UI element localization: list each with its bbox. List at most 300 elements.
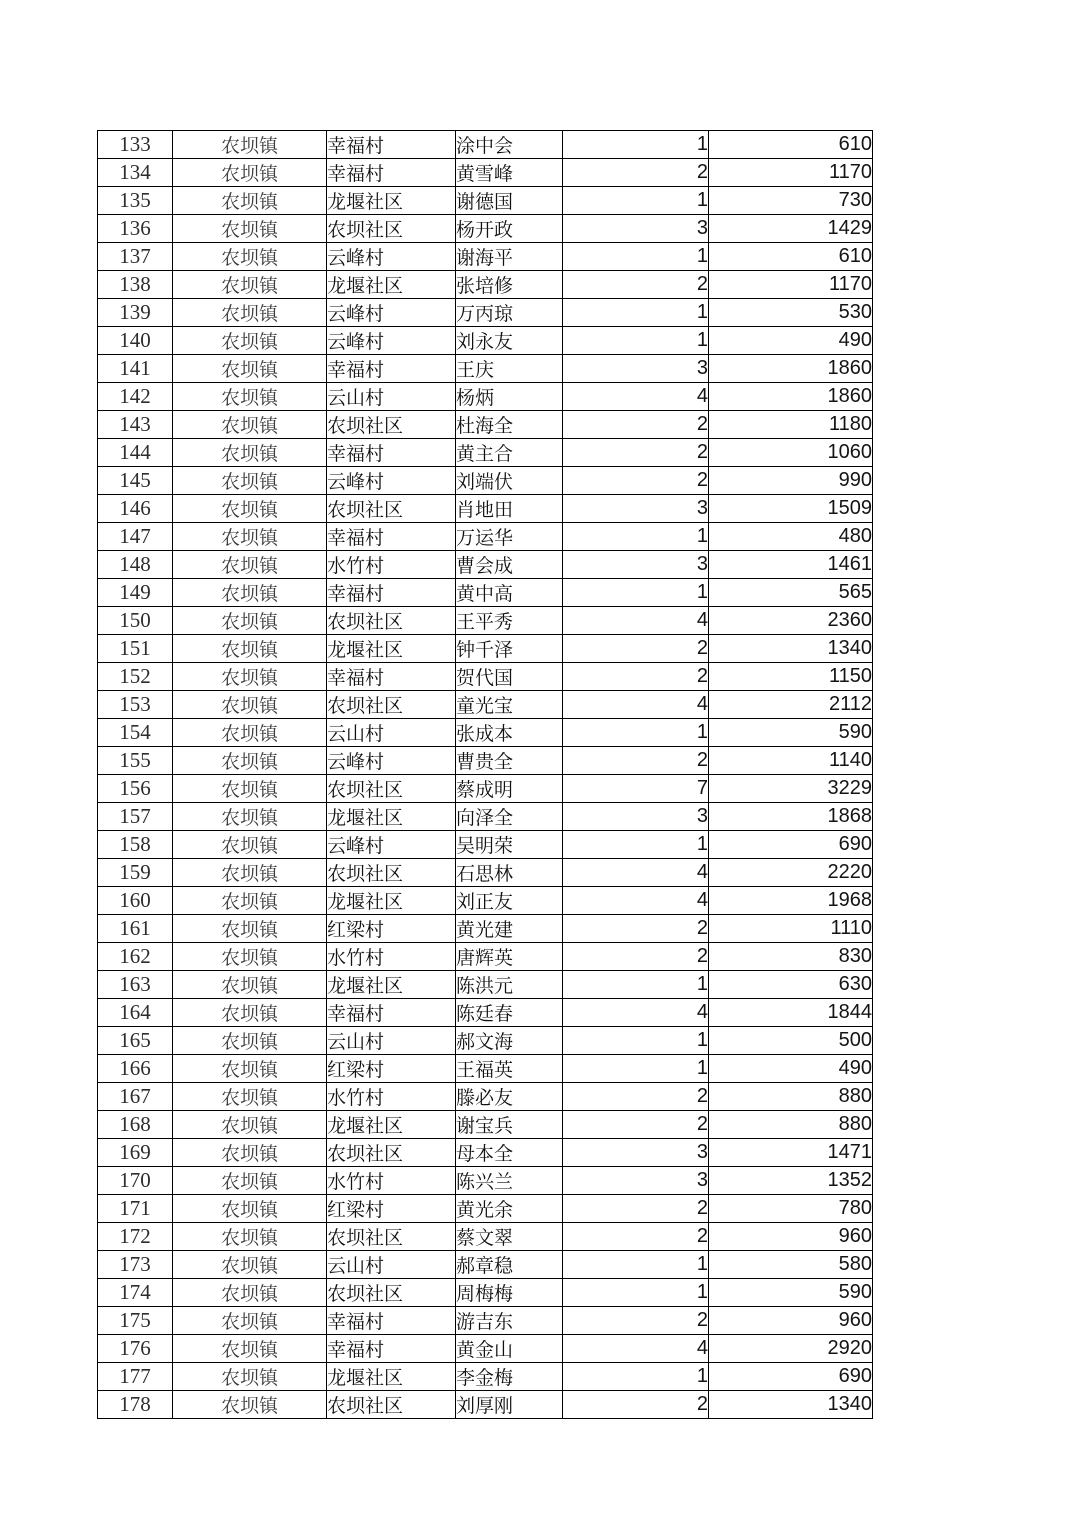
cell-person-name: 曹贵全 — [456, 747, 563, 775]
cell-town: 农坝镇 — [173, 1391, 327, 1419]
cell-village: 龙堰社区 — [327, 803, 456, 831]
table-row — [98, 215, 873, 243]
cell-village: 云山村 — [327, 1027, 456, 1055]
cell-person-name: 肖地田 — [456, 495, 563, 523]
cell-amount: 3229 — [709, 775, 873, 803]
cell-count: 1 — [563, 187, 709, 215]
cell-town: 农坝镇 — [173, 1307, 327, 1335]
cell-village: 红梁村 — [327, 1195, 456, 1223]
cell-count: 3 — [563, 551, 709, 579]
cell-amount: 490 — [709, 327, 873, 355]
cell-row-index: 137 — [98, 243, 173, 271]
table-row — [98, 775, 873, 803]
cell-count: 4 — [563, 1335, 709, 1363]
table-row — [98, 243, 873, 271]
cell-count: 2 — [563, 1083, 709, 1111]
cell-amount: 730 — [709, 187, 873, 215]
cell-amount: 880 — [709, 1083, 873, 1111]
cell-village: 农坝社区 — [327, 411, 456, 439]
cell-town: 农坝镇 — [173, 523, 327, 551]
table-body — [98, 131, 873, 1419]
cell-village: 水竹村 — [327, 551, 456, 579]
table-row — [98, 1335, 873, 1363]
cell-amount: 830 — [709, 943, 873, 971]
cell-person-name: 张培修 — [456, 271, 563, 299]
table-row — [98, 1251, 873, 1279]
cell-person-name: 刘端伏 — [456, 467, 563, 495]
cell-village: 幸福村 — [327, 159, 456, 187]
cell-village: 云山村 — [327, 1251, 456, 1279]
cell-person-name: 游吉东 — [456, 1307, 563, 1335]
cell-count: 1 — [563, 327, 709, 355]
cell-town: 农坝镇 — [173, 579, 327, 607]
cell-town: 农坝镇 — [173, 1167, 327, 1195]
cell-village: 幸福村 — [327, 999, 456, 1027]
cell-village: 农坝社区 — [327, 495, 456, 523]
cell-person-name: 陈廷春 — [456, 999, 563, 1027]
cell-row-index: 151 — [98, 635, 173, 663]
cell-amount: 1352 — [709, 1167, 873, 1195]
cell-village: 云峰村 — [327, 327, 456, 355]
cell-village: 农坝社区 — [327, 1139, 456, 1167]
cell-person-name: 蔡文翠 — [456, 1223, 563, 1251]
cell-person-name: 贺代国 — [456, 663, 563, 691]
table-row — [98, 187, 873, 215]
cell-row-index: 158 — [98, 831, 173, 859]
cell-amount: 565 — [709, 579, 873, 607]
cell-person-name: 万丙琼 — [456, 299, 563, 327]
cell-amount: 530 — [709, 299, 873, 327]
cell-person-name: 母本全 — [456, 1139, 563, 1167]
table-row — [98, 383, 873, 411]
table-row — [98, 887, 873, 915]
cell-town: 农坝镇 — [173, 411, 327, 439]
cell-village: 云山村 — [327, 383, 456, 411]
cell-amount: 1844 — [709, 999, 873, 1027]
cell-town: 农坝镇 — [173, 943, 327, 971]
cell-count: 3 — [563, 803, 709, 831]
cell-count: 2 — [563, 411, 709, 439]
cell-row-index: 163 — [98, 971, 173, 999]
cell-village: 农坝社区 — [327, 1391, 456, 1419]
cell-town: 农坝镇 — [173, 299, 327, 327]
cell-count: 1 — [563, 1251, 709, 1279]
cell-amount: 1868 — [709, 803, 873, 831]
cell-count: 1 — [563, 719, 709, 747]
cell-person-name: 陈兴兰 — [456, 1167, 563, 1195]
table-row — [98, 523, 873, 551]
cell-row-index: 160 — [98, 887, 173, 915]
cell-person-name: 郝章稳 — [456, 1251, 563, 1279]
cell-count: 7 — [563, 775, 709, 803]
cell-row-index: 136 — [98, 215, 173, 243]
cell-town: 农坝镇 — [173, 999, 327, 1027]
cell-count: 2 — [563, 915, 709, 943]
cell-person-name: 杨炳 — [456, 383, 563, 411]
cell-village: 云峰村 — [327, 467, 456, 495]
cell-amount: 1150 — [709, 663, 873, 691]
cell-person-name: 杜海全 — [456, 411, 563, 439]
cell-town: 农坝镇 — [173, 215, 327, 243]
cell-person-name: 王平秀 — [456, 607, 563, 635]
cell-amount: 2360 — [709, 607, 873, 635]
cell-count: 3 — [563, 355, 709, 383]
table-row — [98, 131, 873, 159]
cell-person-name: 向泽全 — [456, 803, 563, 831]
cell-amount: 2112 — [709, 691, 873, 719]
table-row — [98, 1111, 873, 1139]
table-row — [98, 831, 873, 859]
cell-person-name: 黄主合 — [456, 439, 563, 467]
cell-amount: 490 — [709, 1055, 873, 1083]
cell-row-index: 177 — [98, 1363, 173, 1391]
cell-amount: 1461 — [709, 551, 873, 579]
cell-town: 农坝镇 — [173, 1055, 327, 1083]
cell-row-index: 162 — [98, 943, 173, 971]
cell-count: 4 — [563, 859, 709, 887]
table-row — [98, 719, 873, 747]
table-row — [98, 439, 873, 467]
cell-row-index: 135 — [98, 187, 173, 215]
cell-row-index: 164 — [98, 999, 173, 1027]
cell-amount: 1968 — [709, 887, 873, 915]
cell-town: 农坝镇 — [173, 1083, 327, 1111]
cell-person-name: 谢宝兵 — [456, 1111, 563, 1139]
cell-row-index: 146 — [98, 495, 173, 523]
table-row — [98, 971, 873, 999]
cell-person-name: 谢德国 — [456, 187, 563, 215]
cell-town: 农坝镇 — [173, 719, 327, 747]
cell-town: 农坝镇 — [173, 1335, 327, 1363]
cell-village: 水竹村 — [327, 1167, 456, 1195]
cell-amount: 1471 — [709, 1139, 873, 1167]
cell-row-index: 141 — [98, 355, 173, 383]
table-row — [98, 551, 873, 579]
cell-person-name: 刘正友 — [456, 887, 563, 915]
cell-person-name: 黄雪峰 — [456, 159, 563, 187]
cell-town: 农坝镇 — [173, 1195, 327, 1223]
table-row — [98, 635, 873, 663]
cell-town: 农坝镇 — [173, 803, 327, 831]
table-row — [98, 999, 873, 1027]
cell-row-index: 143 — [98, 411, 173, 439]
cell-town: 农坝镇 — [173, 607, 327, 635]
cell-amount: 590 — [709, 719, 873, 747]
table-row — [98, 1027, 873, 1055]
cell-town: 农坝镇 — [173, 1111, 327, 1139]
cell-count: 1 — [563, 831, 709, 859]
table-row — [98, 495, 873, 523]
cell-village: 龙堰社区 — [327, 187, 456, 215]
cell-person-name: 黄金山 — [456, 1335, 563, 1363]
cell-row-index: 161 — [98, 915, 173, 943]
cell-town: 农坝镇 — [173, 355, 327, 383]
cell-count: 2 — [563, 1307, 709, 1335]
cell-row-index: 176 — [98, 1335, 173, 1363]
cell-village: 幸福村 — [327, 1307, 456, 1335]
cell-amount: 590 — [709, 1279, 873, 1307]
cell-town: 农坝镇 — [173, 383, 327, 411]
table-row — [98, 1307, 873, 1335]
cell-person-name: 周梅梅 — [456, 1279, 563, 1307]
cell-village: 云峰村 — [327, 747, 456, 775]
cell-amount: 880 — [709, 1111, 873, 1139]
cell-count: 1 — [563, 1363, 709, 1391]
table-row — [98, 299, 873, 327]
cell-count: 3 — [563, 215, 709, 243]
cell-amount: 960 — [709, 1223, 873, 1251]
cell-person-name: 谢海平 — [456, 243, 563, 271]
table-row — [98, 1279, 873, 1307]
cell-village: 幸福村 — [327, 439, 456, 467]
cell-row-index: 152 — [98, 663, 173, 691]
cell-row-index: 157 — [98, 803, 173, 831]
cell-amount: 690 — [709, 831, 873, 859]
cell-village: 幸福村 — [327, 523, 456, 551]
cell-count: 2 — [563, 663, 709, 691]
cell-town: 农坝镇 — [173, 243, 327, 271]
cell-row-index: 174 — [98, 1279, 173, 1307]
cell-town: 农坝镇 — [173, 859, 327, 887]
cell-village: 农坝社区 — [327, 215, 456, 243]
cell-count: 2 — [563, 439, 709, 467]
cell-amount: 2920 — [709, 1335, 873, 1363]
cell-row-index: 168 — [98, 1111, 173, 1139]
cell-row-index: 170 — [98, 1167, 173, 1195]
cell-village: 农坝社区 — [327, 775, 456, 803]
cell-person-name: 童光宝 — [456, 691, 563, 719]
cell-town: 农坝镇 — [173, 747, 327, 775]
cell-village: 水竹村 — [327, 1083, 456, 1111]
cell-count: 2 — [563, 1111, 709, 1139]
cell-amount: 580 — [709, 1251, 873, 1279]
cell-town: 农坝镇 — [173, 915, 327, 943]
cell-row-index: 138 — [98, 271, 173, 299]
cell-count: 2 — [563, 1195, 709, 1223]
records-table — [97, 130, 873, 1419]
cell-person-name: 曹会成 — [456, 551, 563, 579]
cell-village: 龙堰社区 — [327, 1363, 456, 1391]
cell-count: 1 — [563, 131, 709, 159]
cell-row-index: 145 — [98, 467, 173, 495]
table-row — [98, 579, 873, 607]
table-row — [98, 691, 873, 719]
cell-amount: 1060 — [709, 439, 873, 467]
cell-village: 农坝社区 — [327, 1223, 456, 1251]
cell-amount: 500 — [709, 1027, 873, 1055]
cell-amount: 990 — [709, 467, 873, 495]
cell-person-name: 郝文海 — [456, 1027, 563, 1055]
table-row — [98, 1139, 873, 1167]
cell-count: 4 — [563, 383, 709, 411]
cell-row-index: 140 — [98, 327, 173, 355]
cell-count: 1 — [563, 579, 709, 607]
cell-amount: 1170 — [709, 159, 873, 187]
cell-town: 农坝镇 — [173, 495, 327, 523]
table-row — [98, 1195, 873, 1223]
table-row — [98, 159, 873, 187]
cell-count: 2 — [563, 943, 709, 971]
cell-town: 农坝镇 — [173, 467, 327, 495]
cell-village: 龙堰社区 — [327, 887, 456, 915]
cell-row-index: 166 — [98, 1055, 173, 1083]
cell-town: 农坝镇 — [173, 551, 327, 579]
cell-count: 1 — [563, 1279, 709, 1307]
cell-row-index: 144 — [98, 439, 173, 467]
cell-person-name: 涂中会 — [456, 131, 563, 159]
cell-amount: 1170 — [709, 271, 873, 299]
cell-row-index: 148 — [98, 551, 173, 579]
cell-amount: 610 — [709, 243, 873, 271]
cell-amount: 1340 — [709, 1391, 873, 1419]
cell-count: 3 — [563, 1139, 709, 1167]
cell-row-index: 154 — [98, 719, 173, 747]
cell-village: 农坝社区 — [327, 1279, 456, 1307]
cell-town: 农坝镇 — [173, 271, 327, 299]
cell-village: 农坝社区 — [327, 691, 456, 719]
table-row — [98, 663, 873, 691]
cell-count: 2 — [563, 159, 709, 187]
cell-count: 1 — [563, 523, 709, 551]
cell-town: 农坝镇 — [173, 663, 327, 691]
table-row — [98, 271, 873, 299]
cell-count: 1 — [563, 299, 709, 327]
table-row — [98, 411, 873, 439]
table-row — [98, 747, 873, 775]
cell-town: 农坝镇 — [173, 971, 327, 999]
cell-town: 农坝镇 — [173, 327, 327, 355]
cell-village: 龙堰社区 — [327, 971, 456, 999]
cell-town: 农坝镇 — [173, 887, 327, 915]
cell-amount: 960 — [709, 1307, 873, 1335]
cell-town: 农坝镇 — [173, 691, 327, 719]
cell-amount: 1509 — [709, 495, 873, 523]
cell-row-index: 175 — [98, 1307, 173, 1335]
cell-count: 1 — [563, 1055, 709, 1083]
table-row — [98, 1083, 873, 1111]
cell-person-name: 刘永友 — [456, 327, 563, 355]
table-row — [98, 1223, 873, 1251]
cell-person-name: 刘厚刚 — [456, 1391, 563, 1419]
table-row — [98, 467, 873, 495]
table-row — [98, 327, 873, 355]
cell-count: 1 — [563, 971, 709, 999]
cell-village: 红梁村 — [327, 915, 456, 943]
cell-town: 农坝镇 — [173, 439, 327, 467]
cell-count: 4 — [563, 999, 709, 1027]
cell-count: 4 — [563, 607, 709, 635]
cell-count: 2 — [563, 635, 709, 663]
cell-town: 农坝镇 — [173, 1139, 327, 1167]
cell-village: 幸福村 — [327, 1335, 456, 1363]
cell-person-name: 唐辉英 — [456, 943, 563, 971]
cell-amount: 1429 — [709, 215, 873, 243]
cell-row-index: 139 — [98, 299, 173, 327]
cell-amount: 480 — [709, 523, 873, 551]
cell-village: 幸福村 — [327, 131, 456, 159]
cell-count: 2 — [563, 1223, 709, 1251]
cell-village: 水竹村 — [327, 943, 456, 971]
cell-town: 农坝镇 — [173, 1363, 327, 1391]
cell-person-name: 黄光余 — [456, 1195, 563, 1223]
cell-row-index: 142 — [98, 383, 173, 411]
cell-village: 龙堰社区 — [327, 1111, 456, 1139]
cell-person-name: 黄中高 — [456, 579, 563, 607]
cell-amount: 690 — [709, 1363, 873, 1391]
cell-count: 3 — [563, 495, 709, 523]
cell-town: 农坝镇 — [173, 159, 327, 187]
cell-person-name: 蔡成明 — [456, 775, 563, 803]
cell-row-index: 167 — [98, 1083, 173, 1111]
cell-person-name: 滕必友 — [456, 1083, 563, 1111]
cell-row-index: 150 — [98, 607, 173, 635]
cell-person-name: 张成本 — [456, 719, 563, 747]
cell-amount: 1180 — [709, 411, 873, 439]
cell-town: 农坝镇 — [173, 1279, 327, 1307]
cell-person-name: 王福英 — [456, 1055, 563, 1083]
cell-count: 3 — [563, 1167, 709, 1195]
cell-row-index: 178 — [98, 1391, 173, 1419]
cell-village: 龙堰社区 — [327, 271, 456, 299]
table-row — [98, 915, 873, 943]
table-row — [98, 1167, 873, 1195]
cell-town: 农坝镇 — [173, 775, 327, 803]
table-row — [98, 803, 873, 831]
cell-village: 云山村 — [327, 719, 456, 747]
cell-town: 农坝镇 — [173, 831, 327, 859]
cell-village: 幸福村 — [327, 355, 456, 383]
cell-person-name: 万运华 — [456, 523, 563, 551]
cell-row-index: 147 — [98, 523, 173, 551]
cell-person-name: 王庆 — [456, 355, 563, 383]
cell-count: 1 — [563, 243, 709, 271]
cell-row-index: 155 — [98, 747, 173, 775]
cell-amount: 1140 — [709, 747, 873, 775]
cell-amount: 1860 — [709, 383, 873, 411]
cell-village: 云峰村 — [327, 243, 456, 271]
cell-village: 幸福村 — [327, 579, 456, 607]
cell-row-index: 153 — [98, 691, 173, 719]
cell-person-name: 钟千泽 — [456, 635, 563, 663]
cell-village: 农坝社区 — [327, 607, 456, 635]
cell-count: 2 — [563, 271, 709, 299]
cell-count: 2 — [563, 1391, 709, 1419]
cell-row-index: 169 — [98, 1139, 173, 1167]
cell-row-index: 171 — [98, 1195, 173, 1223]
cell-amount: 2220 — [709, 859, 873, 887]
table-row — [98, 607, 873, 635]
cell-row-index: 133 — [98, 131, 173, 159]
cell-amount: 610 — [709, 131, 873, 159]
cell-count: 4 — [563, 887, 709, 915]
cell-town: 农坝镇 — [173, 187, 327, 215]
cell-person-name: 石思林 — [456, 859, 563, 887]
cell-amount: 1860 — [709, 355, 873, 383]
cell-row-index: 134 — [98, 159, 173, 187]
cell-count: 1 — [563, 1027, 709, 1055]
cell-town: 农坝镇 — [173, 1027, 327, 1055]
table-row — [98, 943, 873, 971]
cell-row-index: 159 — [98, 859, 173, 887]
cell-amount: 1110 — [709, 915, 873, 943]
table-row — [98, 1363, 873, 1391]
cell-person-name: 吴明荣 — [456, 831, 563, 859]
cell-village: 云峰村 — [327, 831, 456, 859]
cell-town: 农坝镇 — [173, 1223, 327, 1251]
cell-amount: 1340 — [709, 635, 873, 663]
cell-count: 2 — [563, 467, 709, 495]
cell-person-name: 黄光建 — [456, 915, 563, 943]
